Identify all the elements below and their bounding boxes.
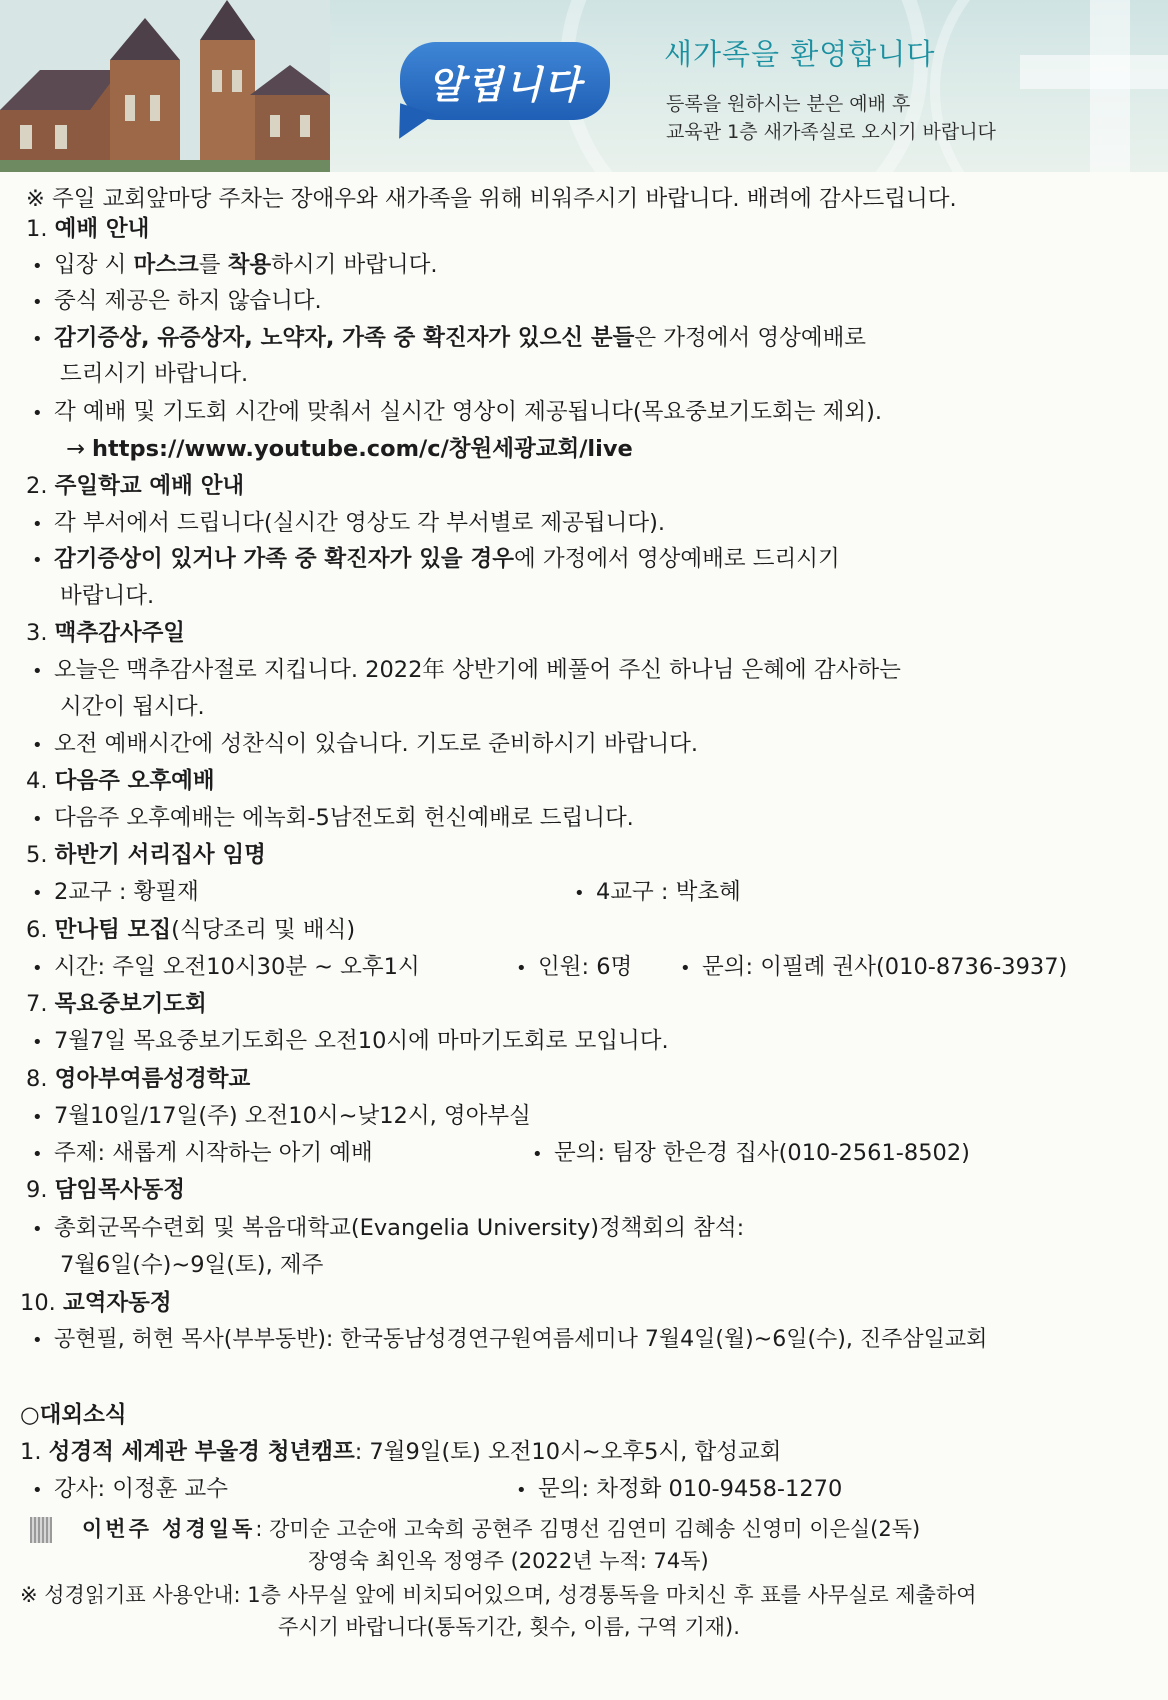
arrow-icon: → [66,436,85,462]
list-item: • 중식 제공은 하지 않습니다. [32,286,322,318]
list-item: • 7월10일/17일(주) 오전10시~낮12시, 영아부실 [32,1101,531,1133]
list-item-continuation: 드리시기 바랍니다. [60,361,249,387]
section-heading: 3. 맥추감사주일 [26,620,186,646]
bullet-icon: • [32,329,43,350]
list-item: • 감기증상, 유증상자, 노약자, 가족 중 확진자가 있으신 분들은 가정에서 영상예배로 [32,323,866,355]
list-item: • 오전 예배시간에 성찬식이 있습니다. 기도로 준비하시기 바랍니다. [32,729,698,761]
welcome-line: 교육관 1층 새가족실로 오시기 바랍니다 [666,121,996,143]
list-item-continuation: 바랍니다. [60,583,155,609]
welcome-title: 새가족을 환영합니다 [664,37,936,71]
bullet-icon: • [32,1144,43,1165]
section-heading: 6. 만나팀 모집(식당조리 및 배식) [26,917,356,943]
cross-icon [1020,55,1168,89]
section-heading: 9. 담임목사동정 [26,1177,186,1203]
list-item: • 입장 시 마스크를 착용하시기 바랍니다. [32,250,438,282]
section-heading: 2. 주일학교 예배 안내 [26,473,245,499]
list-item: • 시간: 주일 오전10시30분 ~ 오후1시 [32,952,420,984]
section-heading: 5. 하반기 서리집사 임명 [26,842,266,868]
bullet-icon: • [32,514,43,535]
church-illustration [0,0,330,172]
bible-reading-names: 장영숙 최인옥 정영주 (2022년 누적: 74독) [308,1549,709,1573]
list-item: • 문의: 팀장 한은경 집사(010-2561-8502) [532,1138,970,1170]
header-banner [0,0,1168,172]
bullet-icon: • [32,256,43,277]
bullet-icon: • [32,661,43,682]
list-item: • 문의: 차정화 010-9458-1270 [516,1474,842,1506]
bible-guide: ※ 성경읽기표 사용안내: 1층 사무실 앞에 비치되어있으며, 성경통독을 마치신 후 표를 사무실로 제출하여 [20,1583,977,1607]
book-icon [30,1517,52,1543]
welcome-line: 등록을 원하시는 분은 예배 후 [666,93,911,115]
bible-guide-continuation: 주시기 바랍니다(통독기간, 횟수, 이름, 구역 기재). [278,1615,740,1639]
external-item: 1. 성경적 세계관 부울경 청년캠프: 7월9일(토) 오전10시~오후5시, 합성교회 [20,1439,782,1465]
bullet-icon: • [680,958,691,979]
bullet-icon: • [32,1219,43,1240]
section-heading: 7. 목요중보기도회 [26,991,207,1017]
bullet-icon: • [32,1480,43,1501]
list-item: • 총회군목수련회 및 복음대학교(Evangelia University)정책회의 참석: [32,1213,744,1245]
section-heading: 4. 다음주 오후예배 [26,768,215,794]
bullet-icon: • [516,958,527,979]
list-item: • 감기증상이 있거나 가족 중 확진자가 있을 경우에 가정에서 영상예배로 드리시기 [32,544,840,576]
section-heading: 8. 영아부여름성경학교 [26,1066,251,1092]
bullet-icon: • [32,1032,43,1053]
list-item: • 문의: 이필례 권사(010-8736-3937) [680,952,1067,984]
list-item: • 공현필, 허현 목사(부부동반): 한국동남성경연구원여름세미나 7월4일(월)~6일(수), 진주삼일교회 [32,1325,987,1356]
bullet-icon: • [516,1480,527,1501]
bible-reading-row: 이번주 성경일독: 강미순 고순애 고숙희 공현주 김명선 김연미 김혜송 신영미 이은실(2독) [30,1514,920,1544]
notice-badge: 알립니다 [400,42,610,120]
list-item: • 다음주 오후예배는 에녹회-5남전도회 헌신예배로 드립니다. [32,803,634,835]
list-item: • 주제: 새롭게 시작하는 아기 예배 [32,1138,373,1170]
parking-notice: ※ 주일 교회앞마당 주차는 장애우와 새가족을 위해 비워주시기 바랍니다. 배려에 감사드립니다. [26,186,957,212]
bullet-icon: • [32,809,43,830]
bullet-icon: • [32,292,43,313]
bullet-icon: • [32,1107,43,1128]
external-news-heading: ○대외소식 [20,1402,127,1428]
list-item: • 4교구 : 박초혜 [574,877,741,909]
bullet-icon: • [574,883,585,904]
bullet-icon: • [532,1144,543,1165]
list-item: • 인원: 6명 [516,952,632,984]
list-item: • 오늘은 맥추감사절로 지킵니다. 2022年 상반기에 베풀어 주신 하나님 은혜에 감사하는 [32,655,901,687]
list-item: • 각 부서에서 드립니다(실시간 영상도 각 부서별로 제공됩니다). [32,508,665,540]
bullet-icon: • [32,883,43,904]
list-item: • 7월7일 목요중보기도회은 오전10시에 마마기도회로 모입니다. [32,1026,669,1058]
section-heading: 10. 교역자동정 [20,1290,172,1316]
bullet-icon: • [32,550,43,571]
bullet-icon: • [32,958,43,979]
list-item: • 2교구 : 황필재 [32,877,199,909]
list-item-continuation: 시간이 됩시다. [60,694,205,720]
decorative-circle [560,0,928,172]
youtube-link-row [66,434,633,464]
youtube-link[interactable]: https://www.youtube.com/c/창원세광교회/live [92,436,633,462]
bullet-icon: • [32,1330,43,1351]
section-heading: 1. 예배 안내 [26,216,150,242]
bullet-icon: • [32,735,43,756]
bullet-icon: • [32,403,43,424]
list-item-continuation: 7월6일(수)~9일(토), 제주 [60,1252,324,1278]
list-item: • 강사: 이정훈 교수 [32,1474,228,1506]
list-item: • 각 예배 및 기도회 시간에 맞춰서 실시간 영상이 제공됩니다(목요중보기도회는 제외). [32,397,882,429]
